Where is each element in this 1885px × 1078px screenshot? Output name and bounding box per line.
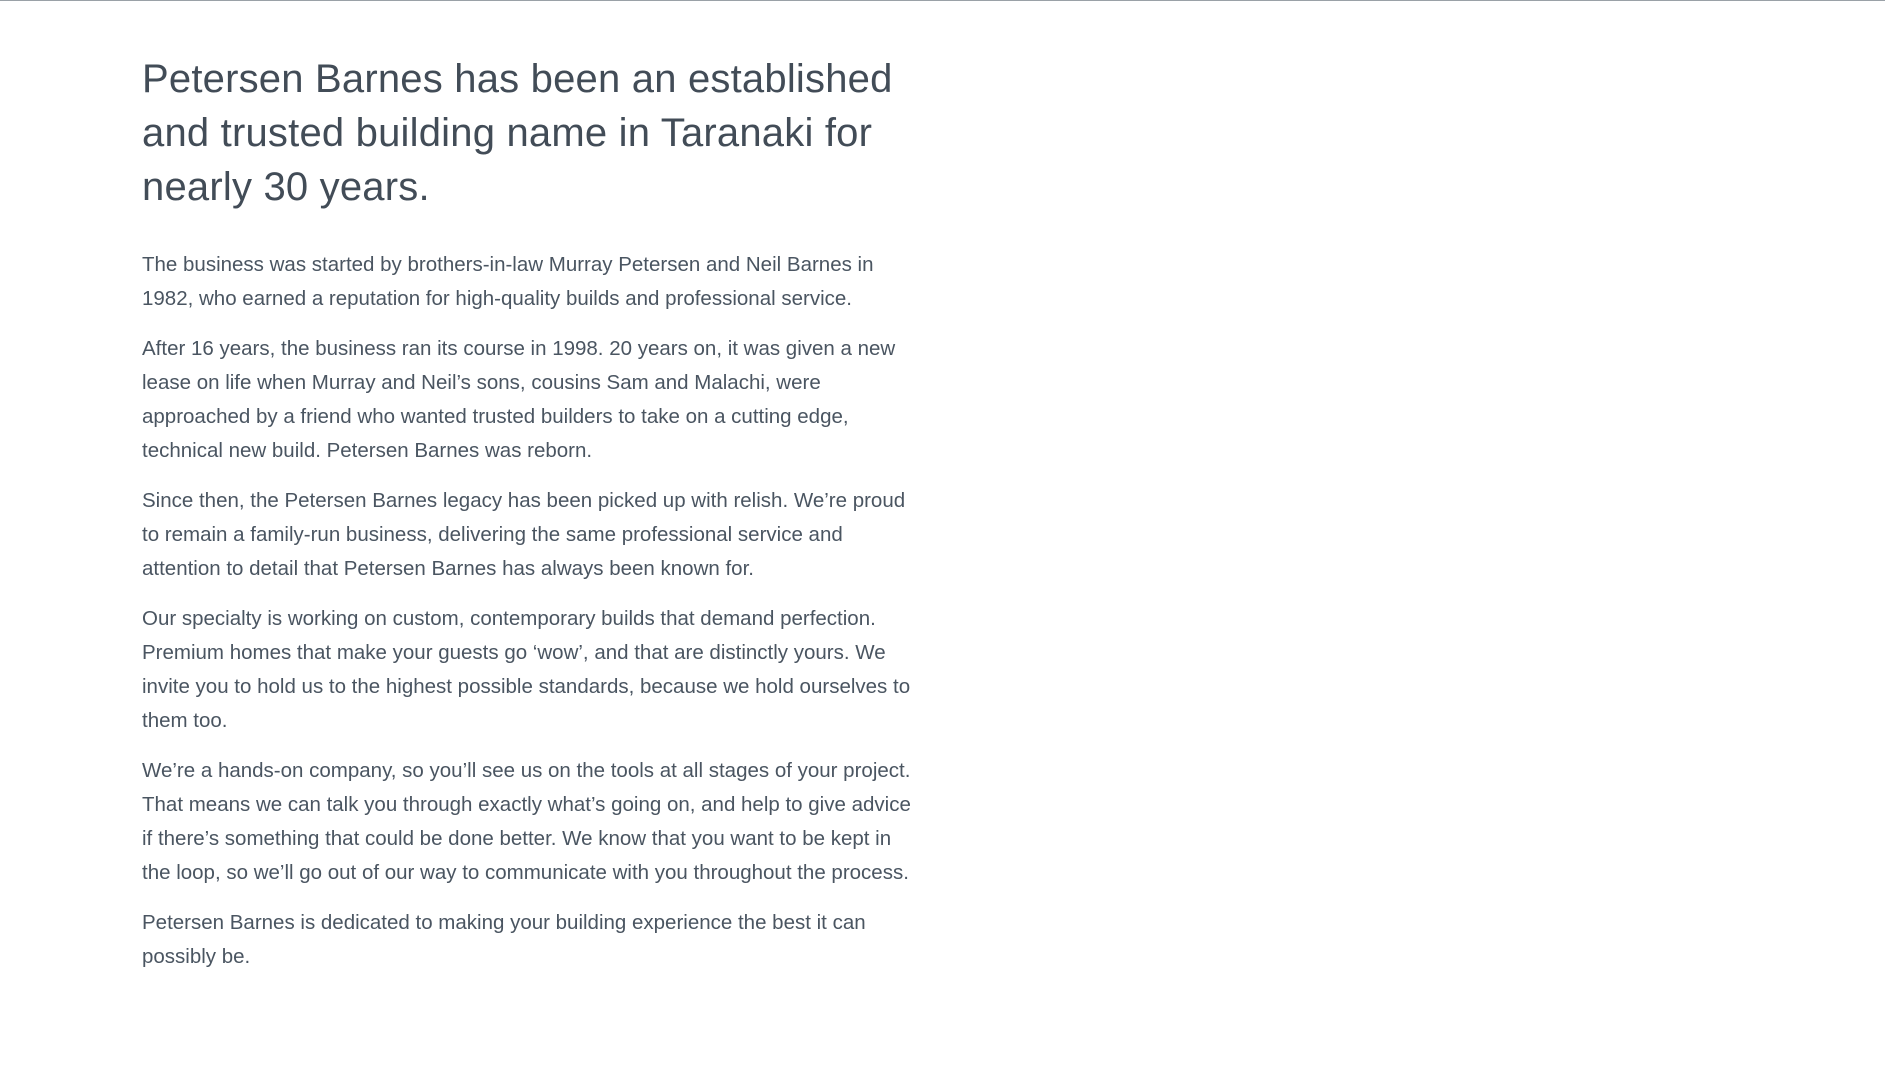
paragraph-specialty: Our specialty is working on custom, contemporary builds that demand perfection. Premium homes that make your guests go ‘wow’, and that are distinctly yours. We invite you to hold us to the highest possible standards, because we hold ourselves to them too. [142, 607, 911, 732]
about-section [142, 52, 922, 974]
paragraph-dedication: Petersen Barnes is dedicated to making your building experience the best it can possibly be. [142, 911, 866, 968]
paragraph-legacy: Since then, the Petersen Barnes legacy has been picked up with relish. We’re proud to remain a family-run business, delivering the same professional service and attention to detail that Petersen Barnes has always been known for. [142, 489, 906, 580]
top-divider [0, 0, 1885, 1]
page-headline: Petersen Barnes has been an established and trusted building name in Taranaki for nearly 30 years. [142, 57, 893, 209]
paragraph-hands-on: We’re a hands-on company, so you’ll see us on the tools at all stages of your project. That means we can talk you through exactly what’s going on, and help to give advice if there’s something that could be done better. We know that you want to be kept in the loop, so we’ll go out of our way to communicate with you throughout the process. [142, 759, 911, 884]
paragraph-history-origin: The business was started by brothers-in-law Murray Petersen and Neil Barnes in 1982, who earned a reputation for high-quality builds and professional service. [142, 253, 874, 310]
paragraph-rebirth: After 16 years, the business ran its course in 1998. 20 years on, it was given a new lease on life when Murray and Neil’s sons, cousins Sam and Malachi, were approached by a friend who wanted trusted builders to take on a cutting edge, technical new build. Petersen Barnes was reborn. [142, 337, 896, 462]
